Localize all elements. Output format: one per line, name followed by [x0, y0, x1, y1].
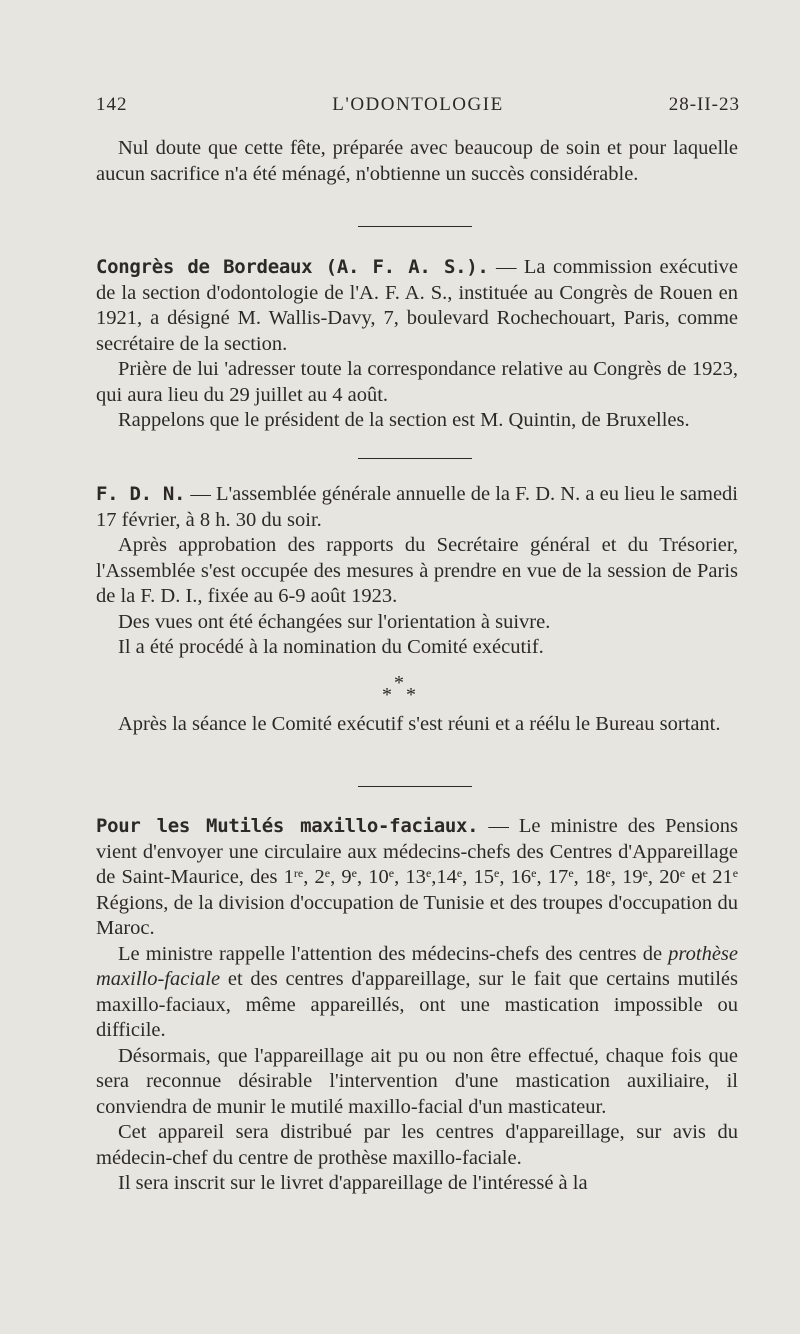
ordinal-suffix: e: [388, 866, 395, 880]
page-number: 142: [96, 94, 128, 115]
mutiles-paragraph-2: [96, 942, 738, 1044]
ordinal-suffix: e: [568, 866, 574, 880]
ordinal-suffix: e: [351, 866, 357, 880]
congres-paragraph-3: Rappelons que le président de la section est M. Quintin, de Bruxelles.: [118, 409, 690, 431]
fdn-section-continued: [96, 712, 738, 738]
mutiles-section: [96, 814, 738, 1197]
asterisk: *: [406, 684, 416, 706]
fdn-paragraph-4: Il a été procédé à la nomination du Comité exécutif.: [118, 636, 544, 658]
section-divider: [358, 786, 472, 787]
fdn-heading: F. D. N.: [96, 483, 186, 505]
ordinal-suffix: e: [605, 866, 611, 880]
ordinal-suffix: e: [642, 866, 648, 880]
journal-title: L'ODONTOLOGIE: [332, 94, 504, 115]
mutiles-text: , 17: [536, 866, 569, 888]
fdn-paragraph-1: [96, 482, 738, 533]
congres-heading: Congrès de Bordeaux (A. F. A. S.).: [96, 256, 489, 278]
mutiles-text: , 18: [573, 866, 606, 888]
fdn-paragraph-5: Après la séance le Comité exécutif s'est réuni et a réélu le Bureau sortant.: [118, 713, 721, 735]
asterism: [380, 672, 440, 708]
mutiles-paragraph-4: Cet appareil sera distribué par les centres d'appareillage, sur avis du médecin-chef du centre de prothèse maxillo-faciale.: [96, 1121, 738, 1169]
congres-section: [96, 255, 738, 434]
mutiles-text: et des centres d'appareillage, sur le fait que certains mutilés maxillo-faciaux, même appareillés, ont une mastication impossible ou difficile.: [96, 968, 738, 1041]
mutiles-text: , 9: [330, 866, 352, 888]
mutiles-text: et 21: [685, 866, 733, 888]
issue-date: 28-II-23: [668, 94, 740, 115]
ordinal-suffix: e: [425, 866, 432, 880]
section-divider: [358, 458, 472, 459]
congres-paragraph-2: Prière de lui 'adresser toute la correspondance relative au Congrès de 1923, qui aura lieu du 29 juillet au 4 août.: [96, 358, 738, 406]
mutiles-text: Régions, de la division d'occupation de Tunisie et des troupes d'occupation du Maroc.: [96, 891, 738, 939]
mutiles-text: , 10: [356, 866, 389, 888]
mutiles-text: , 2: [303, 866, 325, 888]
mutiles-text: — Le ministre des Pensions vient d'envoyer une circulaire aux médecins-chefs des Centres d'Appareillage de Saint-Maurice, des 1: [96, 815, 738, 888]
mutiles-text: ,14: [431, 866, 457, 888]
mutiles-text: , 19: [610, 866, 643, 888]
mutiles-text: Le ministre rappelle l'attention des médecins-chefs des centres de: [118, 942, 669, 965]
ordinal-suffix: e: [324, 866, 331, 880]
mutiles-paragraph-1: [96, 814, 738, 942]
mutiles-paragraph-3: Désormais, que l'appareillage ait pu ou non être effectué, chaque fois que sera reconnue désirable l'intervention d'une mastication auxiliaire, il conviendra de munir le mutilé maxillo-facial d'un masticateur.: [96, 1044, 738, 1118]
mutiles-heading: Pour les Mutilés maxillo-faciaux.: [96, 815, 479, 837]
ordinal-suffix: e: [679, 866, 686, 880]
ordinal-suffix: e: [456, 866, 463, 880]
ordinal-suffix: e: [494, 866, 500, 880]
fdn-section: [96, 482, 738, 661]
mutiles-paragraph-5: Il sera inscrit sur le livret d'appareillage de l'intéressé à la: [118, 1172, 588, 1194]
ordinal-suffix: e: [732, 866, 739, 880]
mutiles-text: , 16: [499, 866, 532, 888]
intro-paragraph: Nul doute que cette fête, préparée avec beaucoup de soin et pour laquelle aucun sacrifice n'a été ménagé, n'obtienne un succès considérable.: [96, 137, 738, 185]
intro-section: [96, 136, 738, 187]
fdn-text-1: — L'assemblée générale annuelle de la F. D. N. a eu lieu le samedi 17 février, à 8 h. 30 du soir.: [96, 483, 738, 531]
asterisk: *: [382, 684, 392, 706]
mutiles-text: , 13: [394, 866, 426, 888]
mutiles-text: , 20: [647, 866, 680, 888]
fdn-paragraph-3: Des vues ont été échangées sur l'orientation à suivre.: [118, 610, 551, 633]
fdn-paragraph-2: Après approbation des rapports du Secrétaire général et du Trésorier, l'Assemblée s'est occupée des mesures à prendre en vue de la session de Paris de la F. D. I., fixée au 6-9 août 1923.: [96, 534, 738, 607]
congres-text-1: — La commission exécutive de la section d'odontologie de l'A. F. A. S., instituée au Congrès de Rouen en 1921, a désigné M. Wallis-Davy, 7, boulevard Rochechouart, Paris, comme secrétaire de la section.: [96, 256, 738, 355]
congres-paragraph-1: [96, 255, 738, 357]
asterisk: *: [394, 672, 404, 694]
ordinal-suffix: re: [293, 866, 304, 880]
running-header: [96, 94, 740, 124]
ordinal-suffix: e: [531, 866, 537, 880]
section-divider: [358, 226, 472, 227]
mutiles-italic-term: prothèse maxillo-faciale: [96, 942, 738, 990]
mutiles-text: , 15: [462, 866, 495, 888]
